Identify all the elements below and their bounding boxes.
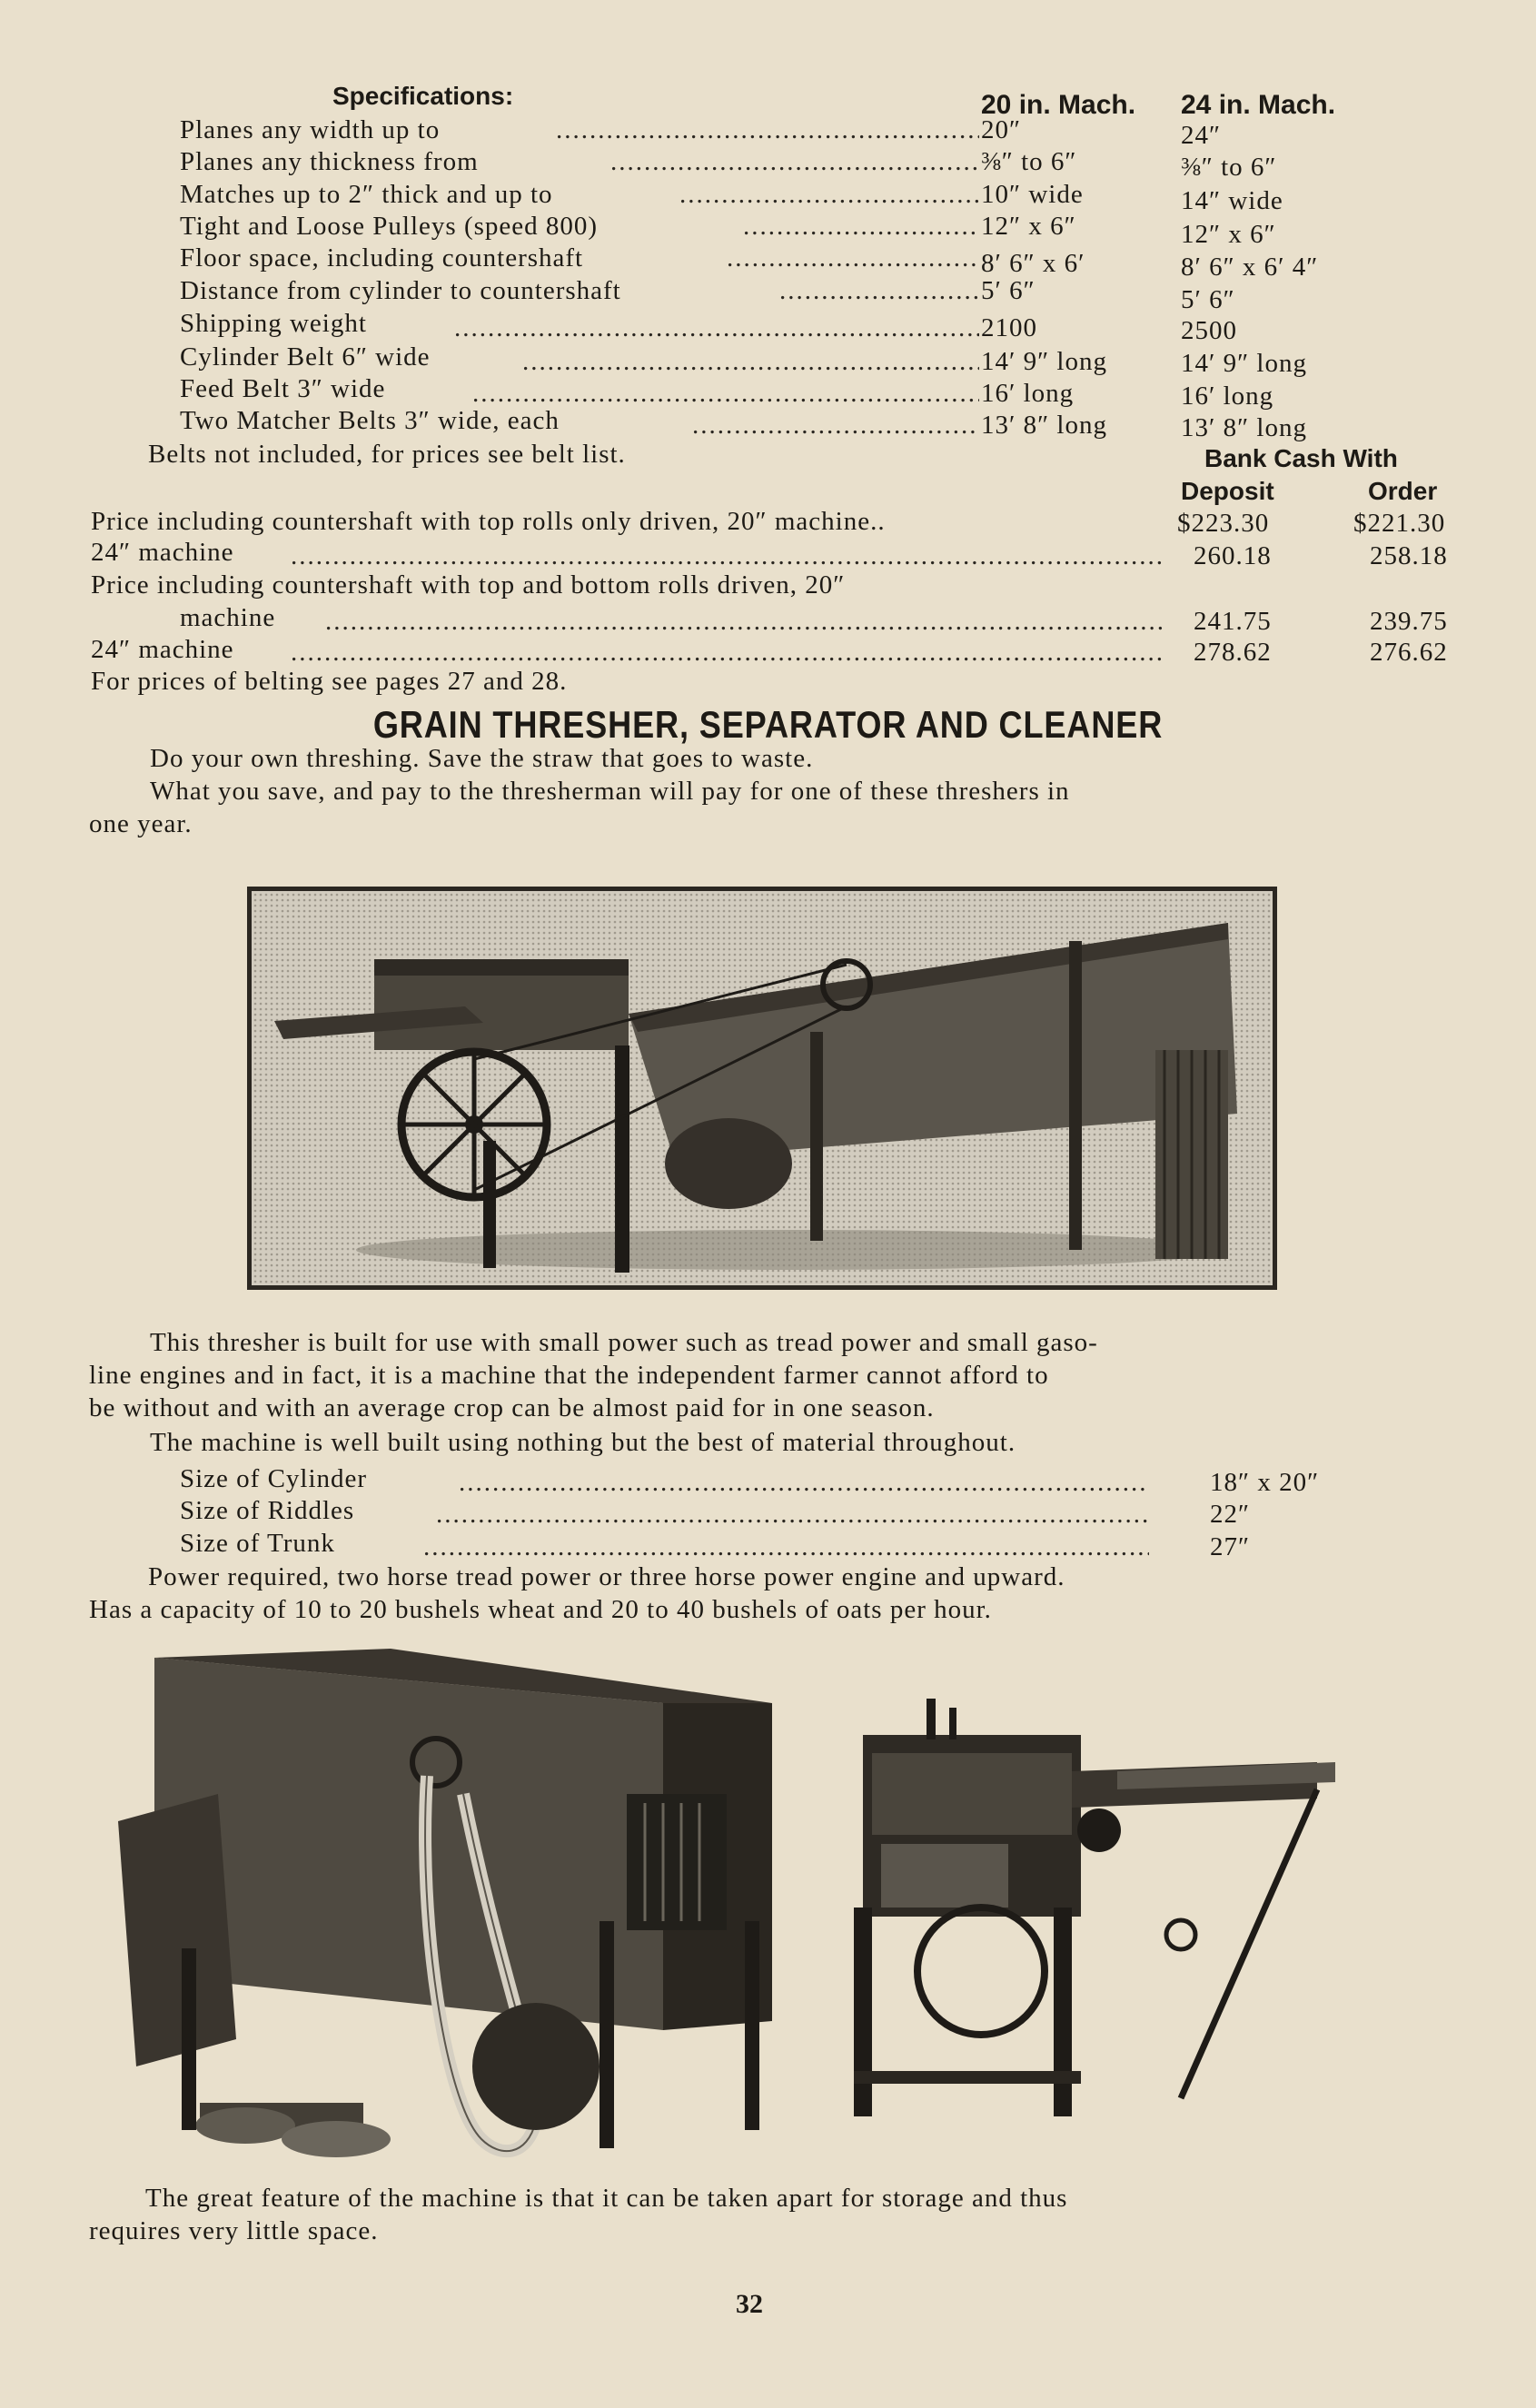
belting-note: For prices of belting see pages 27 and 28.	[91, 667, 568, 696]
spec-label: Two Matcher Belts 3″ wide, each	[180, 406, 560, 435]
thresher-side-photo	[845, 1699, 1353, 2126]
power-line: Power required, two horse tread power or three horse power engine and upward.	[148, 1562, 1065, 1591]
price-header-order: Order	[1368, 477, 1438, 505]
spec-value-24: 14″ wide	[1181, 186, 1283, 215]
spec-label: Distance from cylinder to countershaft	[180, 276, 621, 305]
size-value: 27″	[1210, 1532, 1251, 1561]
spec-value-24: 14′ 9″ long	[1181, 349, 1307, 378]
dot-leader	[436, 1498, 1149, 1531]
spec-label: Tight and Loose Pulleys (speed 800)	[180, 212, 599, 241]
dot-leader	[454, 312, 979, 344]
size-label: Size of Trunk	[180, 1529, 335, 1558]
spec-value-20: 5′ 6″	[981, 276, 1036, 305]
col-header-24in: 24 in. Mach.	[1181, 90, 1336, 120]
dot-leader	[325, 605, 1164, 638]
dot-leader	[556, 114, 979, 146]
separator-photo	[118, 1649, 790, 2166]
spec-label: Feed Belt 3″ wide	[180, 374, 386, 403]
dot-leader	[291, 636, 1164, 669]
size-value: 22″	[1210, 1500, 1251, 1529]
spec-label: Shipping weight	[180, 309, 367, 338]
price-label: Price including countershaft with top rolls only driven, 20″ machine..	[91, 507, 886, 536]
page-number: 32	[736, 2289, 763, 2319]
price-deposit: 241.75	[1194, 607, 1272, 636]
dot-leader	[522, 345, 979, 378]
spec-value-24: ⅜″ to 6″	[1181, 153, 1277, 182]
price-label: Price including countershaft with top and bottom rolls driven, 20″	[91, 570, 846, 600]
section-title: GRAIN THRESHER, SEPARATOR AND CLEANER	[372, 703, 1164, 746]
col-header-20in: 20 in. Mach.	[981, 90, 1136, 120]
spec-label: Planes any thickness from	[180, 147, 479, 176]
spec-value-20: 13′ 8″ long	[981, 411, 1107, 440]
description-line: The machine is well built using nothing but the best of material throughout.	[150, 1428, 1016, 1457]
spec-value-24: 13′ 8″ long	[1181, 413, 1307, 442]
intro-line: Do your own threshing. Save the straw that goes to waste.	[150, 744, 814, 773]
price-order: 276.62	[1370, 638, 1448, 667]
spec-value-24: 5′ 6″	[1181, 285, 1235, 314]
description-line: This thresher is built for use with small power such as tread power and small gaso-	[150, 1328, 1098, 1357]
spec-value-24: 16′ long	[1181, 382, 1274, 411]
power-line: Has a capacity of 10 to 20 bushels wheat and 20 to 40 bushels of oats per hour.	[89, 1595, 992, 1624]
description-line: be without and with an average crop can be almost paid for in one season.	[89, 1393, 935, 1422]
spec-value-24: 12″ x 6″	[1181, 220, 1276, 249]
spec-label: Floor space, including countershaft	[180, 243, 584, 273]
price-header-deposit: Deposit	[1181, 477, 1274, 505]
dot-leader	[291, 540, 1164, 572]
specs-heading: Specifications:	[332, 82, 514, 110]
intro-line: What you save, and pay to the thresherman will pay for one of these threshers in	[150, 777, 1070, 806]
spec-value-20: 2100	[981, 313, 1037, 342]
spec-value-20: 10″ wide	[981, 180, 1084, 209]
spec-value-24: 24″	[1181, 121, 1222, 150]
price-deposit: $223.30	[1177, 509, 1270, 538]
price-deposit: 260.18	[1194, 541, 1272, 570]
dot-leader	[692, 409, 979, 441]
price-order: 258.18	[1370, 541, 1448, 570]
size-value: 18″ x 20″	[1210, 1468, 1320, 1497]
dot-leader	[743, 210, 979, 243]
price-label: 24″ machine	[91, 635, 234, 664]
price-header-bank: Bank Cash With	[1204, 444, 1398, 472]
spec-value-24: 8′ 6″ x 6′ 4″	[1181, 253, 1319, 282]
spec-label: Planes any width up to	[180, 115, 441, 144]
spec-value-20: 16′ long	[981, 379, 1075, 408]
spec-value-24: 2500	[1181, 316, 1237, 345]
size-label: Size of Riddles	[180, 1496, 355, 1525]
feature-line: The great feature of the machine is that it can be taken apart for storage and thus	[145, 2184, 1068, 2213]
price-order: $221.30	[1353, 509, 1446, 538]
dot-leader	[727, 242, 979, 274]
dot-leader	[459, 1466, 1149, 1499]
dot-leader	[779, 274, 979, 307]
dot-leader	[423, 1531, 1149, 1563]
price-label: machine	[180, 603, 276, 632]
spec-value-20: 12″ x 6″	[981, 212, 1076, 241]
description-line: line engines and in fact, it is a machine that the independent farmer cannot afford to	[89, 1361, 1049, 1390]
spec-value-20: 8′ 6″ x 6′	[981, 249, 1085, 278]
price-order: 239.75	[1370, 607, 1448, 636]
price-label: 24″ machine	[91, 538, 234, 567]
dot-leader	[610, 145, 979, 178]
thresher-photo	[247, 887, 1277, 1290]
spec-label: Cylinder Belt 6″ wide	[180, 342, 431, 372]
spec-value-20: 20″	[981, 115, 1022, 144]
feature-line: requires very little space.	[89, 2216, 379, 2245]
spec-value-20: 14′ 9″ long	[981, 347, 1107, 376]
intro-line: one year.	[89, 809, 193, 838]
spec-value-20: ⅜″ to 6″	[981, 147, 1077, 176]
size-label: Size of Cylinder	[180, 1464, 368, 1493]
price-deposit: 278.62	[1194, 638, 1272, 667]
dot-leader	[679, 178, 979, 211]
spec-label: Matches up to 2″ thick and up to	[180, 180, 553, 209]
belts-note: Belts not included, for prices see belt list.	[148, 440, 626, 469]
